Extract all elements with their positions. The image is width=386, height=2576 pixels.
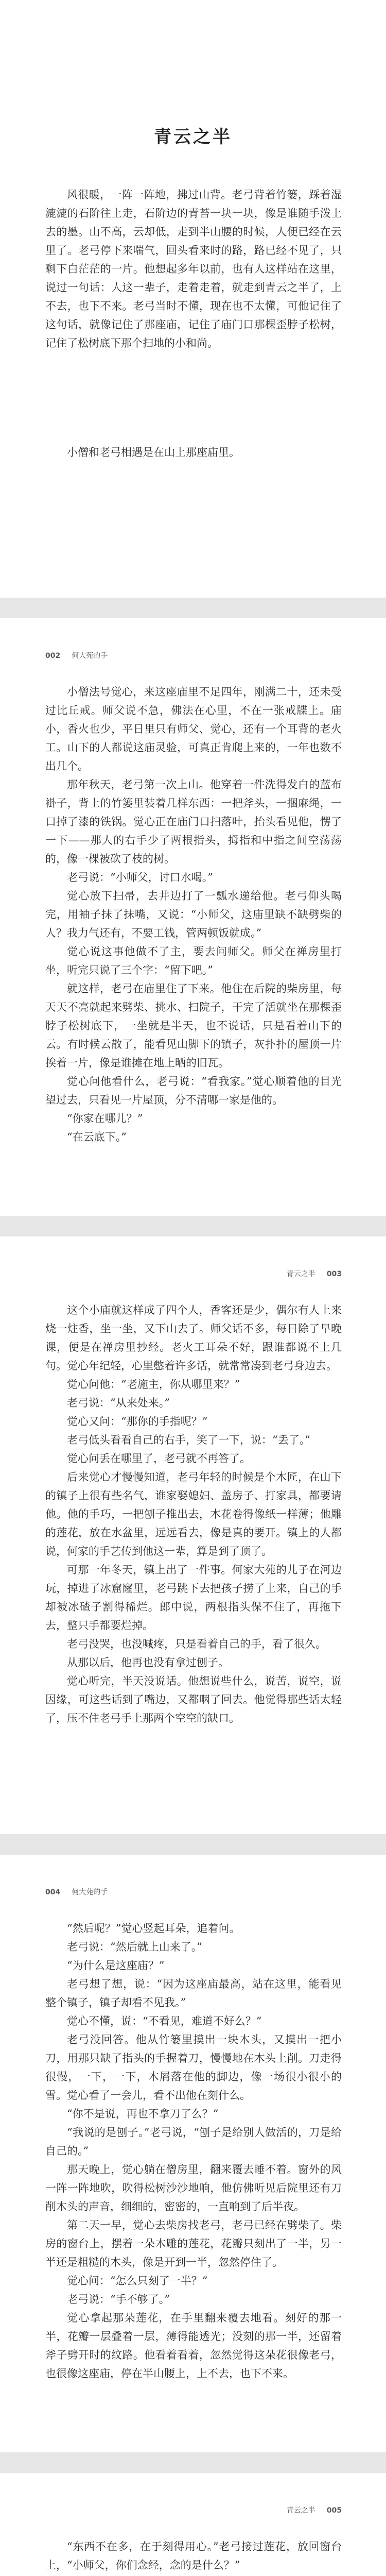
page-body	[45, 1919, 342, 2383]
paragraph: 就这样，老弓在庙里住了下来。他住在后院的柴房里，每天天不亮就起来劈柴、挑水、扫院子，干完了活就坐在那棵歪脖子松树底下，一坐就是半天，也不说话，只是看着山下的云。有时候云散了，能看见山脚下的镇子，灰扑扑的屋顶一片挨着一片，像是谁摊在地上晒的旧瓦。	[45, 982, 342, 1069]
paragraph: 老弓说：“然后就上山来了。”	[67, 1941, 202, 1953]
paragraph: 风很暖，一阵一阵地，拂过山背。老弓背着竹篓，踩着湿漉漉的石阶往上走，石阶边的青苔一块一块，像是谁随手泼上去的墨。山不高，云却低，走到半山腰的时候，人便已经在云里了。老弓停下来喘气，回头看来时的路，路已经不见了，只剩下白茫茫的一片。他想起多年以前，也有人这样站在这里，说过一句话：人这一辈子，走着走着，就走到青云之半了，上不去，也下不来。老弓当时不懂，现在也不太懂，可他记住了这句话，就像记住了那座庙，记住了庙门口那棵歪脖子松树，记住了松树底下那个扫地的小和尚。	[45, 189, 342, 349]
paragraph: 觉心拿起那朵莲花，在手里翻来覆去地看。刻好的那一半，花瓣一层叠着一层，薄得能透光；没刻的那一半，还留着斧子劈开时的纹路。他看着看着，忽然觉得这朵花很像老弓，也很像这座庙，停在半山腰上，上不去，也下不来。	[45, 2312, 342, 2380]
running-head: 何大苑的手	[72, 652, 108, 660]
page-number: 003	[326, 1270, 342, 1278]
page-3	[0, 1236, 386, 1834]
page-body	[45, 683, 342, 1146]
page-number: 005	[326, 2506, 342, 2515]
paragraph: 觉心问：“怎么只刻了一半？”	[67, 2275, 208, 2287]
paragraph: “在云底下。”	[67, 1131, 127, 1143]
paragraph: 老弓没回答。他从竹篓里摸出一块木头，又摸出一把小刀，用那只缺了指头的手握着刀，慢慢地在木头上削。刀走得很慢，一下，一下，木屑落在他的脚边，像一场很小很小的雪。觉心看了一会儿，看不出他在刻什么。	[45, 2033, 342, 2102]
running-head: 何大苑的手	[72, 1888, 108, 1896]
page-body	[45, 185, 342, 352]
paragraph: “你家在哪儿？”	[67, 1112, 143, 1125]
paragraph: 老弓说：“手不够了。”	[67, 2293, 170, 2306]
paragraph: 老弓没哭，也没喊疼，只是看着自己的手，看了很久。	[67, 1638, 326, 1650]
paragraph: 觉心又问：“那你的手指呢？”	[67, 1415, 208, 1428]
paragraph: 从那以后，他再也没有拿过刨子。	[67, 1656, 229, 1669]
paragraph: 后来觉心才慢慢知道，老弓年轻的时候是个木匠，在山下的镇子上很有些名气，谁家娶媳妇、盖房子、打家具，都要请他。他的手巧，一把刨子推出去，木花卷得像纸一样薄；他雕的莲花，放在水盆里，远远看去，像是真的要开。镇上的人都说，何家的手艺传到他这一辈，算是到了顶了。	[45, 1471, 342, 1557]
running-header	[287, 2505, 342, 2515]
paragraph: 老弓说：“从来处来。”	[67, 1397, 170, 1409]
running-header	[45, 1887, 108, 1897]
paragraph: 老弓想了想，说：“因为这座庙最高，站在这里，能看见整个镇子，镇子却看不见我。”	[45, 1978, 342, 2009]
paragraph: 觉心问他：“老施主，你从哪里来？”	[67, 1378, 240, 1391]
paragraph: 这个小庙就这样成了四个人，香客还是少，偶尔有人上来烧一炷香，坐一坐，又下山去了。师父话不多，每日除了早晚课，便是在禅房里抄经。老火工耳朵不好，跟谁都说不上几句。觉心年纪轻，心里憋着许多话，就常常凑到老弓身边去。	[45, 1304, 342, 1372]
running-head: 青云之半	[286, 1270, 315, 1278]
running-head: 青云之半	[286, 2506, 315, 2515]
paragraph: 老弓低头看看自己的右手，笑了一下，说：“丢了。”	[67, 1434, 310, 1446]
running-header	[45, 650, 108, 660]
paragraph: 小僧和老弓相遇是在山上那座庙里。	[67, 446, 240, 459]
paragraph: “为什么是这座庙？”	[67, 1959, 165, 1972]
paragraph: 觉心放下扫帚，去井边打了一瓢水递给他。老弓仰头喝完，用袖子抹了抹嘴，又说：“小师父，这庙里缺不缺劈柴的人？我力气还有，不要工钱，管两顿饭就成。”	[45, 890, 342, 939]
paragraph: 觉心听完，半天没说话。他想说些什么，说苦，说空，说因缘，可这些话到了嘴边，又都咽了回去。他觉得那些话太轻了，压不住老弓手上那两个空空的缺口。	[45, 1675, 342, 1724]
paragraph: “东西不在多，在于刻得用心。”老弓接过莲花，放回窗台上，“小师父，你们念经，念的是什么？”	[45, 2540, 342, 2571]
paragraph: “你不是说，再也不拿刀了么？”	[67, 2108, 219, 2120]
running-header	[287, 1268, 342, 1279]
opening-line	[45, 443, 342, 462]
paragraph: 可那一年冬天，镇上出了一件事。何家大苑的儿子在河边玩，掉进了冰窟窿里，老弓跳下去把孩子捞了上来，自己的手却被冰碴子割得稀烂。郎中说，两根指头保不住了，再拖下去，整只手都要烂掉。	[45, 1564, 342, 1632]
paragraph: “我说的是刨子。”老弓说，“刨子是给别人做活的，刀是给自己的。”	[45, 2126, 342, 2157]
page-number: 004	[45, 1888, 61, 1896]
paragraph: 觉心不懂，说：“不看见，难道不好么？”	[67, 2015, 262, 2027]
paragraph: 那天晚上，觉心躺在僧房里，翻来覆去睡不着。窗外的风一阵一阵地吹，吹得松树沙沙地响，他仿佛听见后院里还有刀削木头的声音，细细的，密密的，一直响到了后半夜。	[45, 2163, 342, 2213]
paragraph: 小僧法号觉心，来这座庙里不足四年，刚满二十，还未受过比丘戒。师父说不急，佛法在心里，不在一张戒牒上。庙小，香火也少，平日里只有师父、觉心，还有一个耳背的老火工。山下的人都说这庙灵验，可真正肯爬上来的，一年也数不出几个。	[45, 686, 342, 772]
page-number: 002	[45, 652, 61, 660]
paragraph: “然后呢？”觉心竖起耳朵，追着问。	[67, 1922, 240, 1935]
page-5	[0, 2473, 386, 2576]
paragraph: 那年秋天，老弓第一次上山。他穿着一件洗得发白的蓝布褂子，背上的竹篓里装着几样东西：一把斧头，一捆麻绳，一口掉了漆的铁锅。觉心正在庙门口扫落叶，抬头看见他，愣了一下——那人的右手少了两根指头，拇指和中指之间空荡荡的，像一棵被砍了枝的树。	[45, 778, 342, 865]
page-body	[45, 2537, 342, 2576]
page-2	[0, 618, 386, 1216]
page-4	[0, 1855, 386, 2452]
paragraph: 第二天一早，觉心去柴房找老弓，老弓已经在劈柴了。柴房的窗台上，摆着一朵木雕的莲花，花瓣只刻出了一半，另一半还是粗糙的木头，像是开到一半，忽然停住了。	[45, 2219, 342, 2268]
page-1	[0, 0, 386, 598]
paragraph: 觉心问他看什么，老弓说：“看我家。”觉心顺着他的目光望过去，只看见一片屋顶，分不清哪一家是他的。	[45, 1075, 342, 1106]
chapter-title: 青云之半	[154, 126, 232, 147]
paragraph: 觉心说这事他做不了主，要去问师父。师父在禅房里打坐，听完只说了三个字：“留下吧。”	[45, 945, 342, 976]
page-body	[45, 1301, 342, 1727]
paragraph: 老弓说：“小师父，讨口水喝。”	[67, 871, 213, 884]
paragraph: 觉心问丢在哪里了，老弓就不再答了。	[67, 1452, 251, 1465]
